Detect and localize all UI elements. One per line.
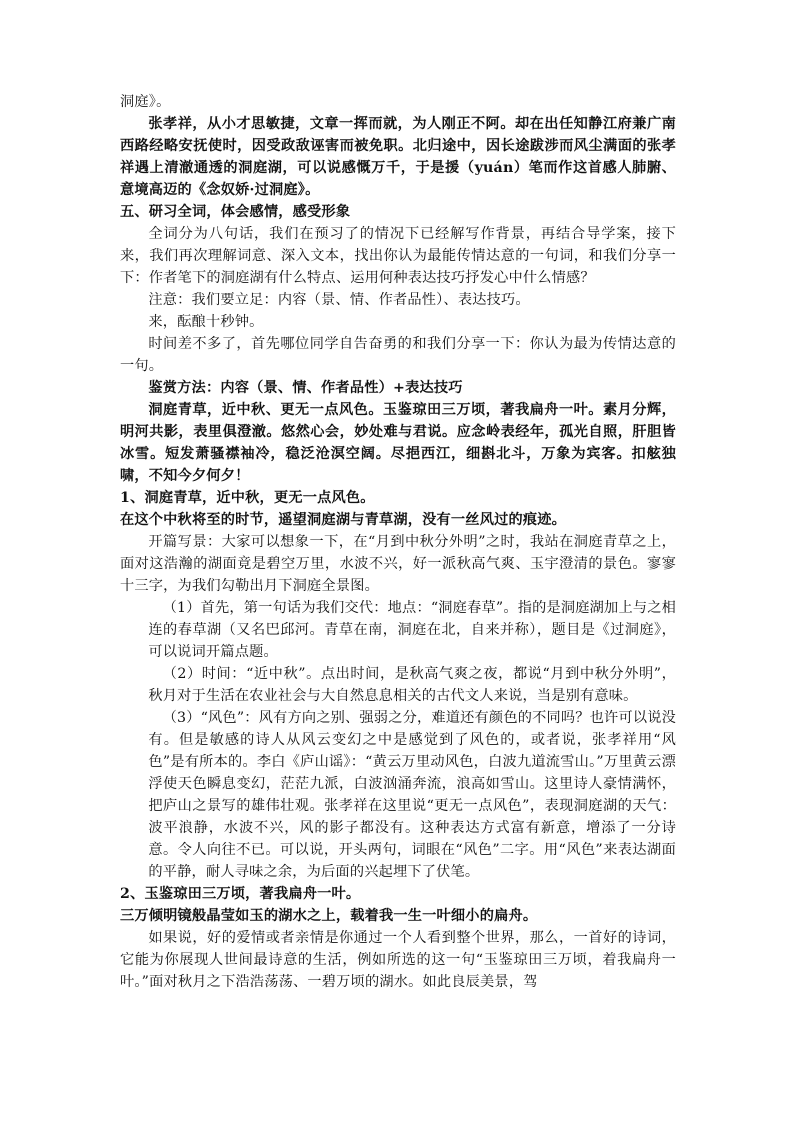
item-1-para-a: 开篇写景：大家可以想象一下，在“月到中秋分外明”之时，我站在洞庭青草之上，面对这浩瀚的湖面竟是碧空万里，水波不兴，好一派秋高气爽、玉宇澄清的景色。寥寥十三字，为我们勾勒出月下洞庭全景图。 <box>120 534 676 594</box>
document-body <box>120 91 676 993</box>
paragraph-6: 时间差不多了，首先哪位同学自告奋勇的和我们分享一下：你认为最为传情达意的一句。 <box>120 336 676 374</box>
method-line: 鉴赏方法：内容（景、情、作者品性）+表达技巧 <box>148 380 463 396</box>
item-2-heading: 2、玉鉴琼田三万顷，著我扁舟一叶。 <box>120 886 361 902</box>
item-2-translation: 三万倾明镜般晶莹如玉的湖水之上，载着我一生一叶细小的扁舟。 <box>120 908 538 924</box>
paragraph-2: 张孝祥，从小才思敏捷，文章一挥而就，为人刚正不阿。却在出任知静江府兼广南西路经略安抚使时，因受政敌诬害而被免职。北归途中，因长途跋涉而风尘满面的张孝祥遇上清澈通透的洞庭湖，可以说感慨万千，于是援（yuán）笔而作这首感人肺腑、意境高迈的《念奴娇·过洞庭》。 <box>120 116 676 198</box>
paragraph-3: 全词分为八句话，我们在预习了的情况下已经解写作背景，再结合导学案，接下来，我们再次理解词意、深入文本，找出你认为最能传情达意的一句词，和我们分享一下：作者笔下的洞庭湖有什么特点、运用何种表达技巧抒发心中什么情感？ <box>120 226 676 286</box>
section-heading-5: 五、研习全词，体会感情，感受形象 <box>120 204 351 220</box>
paragraph-1: 洞庭》。 <box>120 94 171 110</box>
item-1-point-1: （1）首先，第一句话为我们交代：地点：“洞庭春草”。指的是洞庭湖加上与之相连的春草湖（又名巴邱河。青草在南，洞庭在北，自来并称），题目是《过洞庭》，可以说词开篇点题。 <box>148 600 676 660</box>
paragraph-5: 来，酝酿十秒钟。 <box>148 314 264 330</box>
item-1-heading: 1、洞庭青草，近中秋，更无一点风色。 <box>120 490 375 506</box>
item-1-translation: 在这个中秋将至的时节，遥望洞庭湖与青草湖，没有一丝风过的痕迹。 <box>120 512 567 528</box>
item-1-point-3: （3）“风色”：风有方向之别、强弱之分，难道还有颜色的不同吗？也许可以说没有。但是敏感的诗人从风云变幻之中是感觉到了风色的，或者说，张孝祥用“风色”是有所本的。李白《庐山谣》：“黄云万里动风色，白波九道流雪山。”万里黄云漂浮使天色瞬息变幻，茫茫九派，白波汹涌奔流，浪高如雪山。这里诗人豪情满怀，把庐山之景写的雄伟壮观。张孝祥在这里说“更无一点风色”，表现洞庭湖的天气：波平浪静，水波不兴，风的影子都没有。这种表达方式富有新意，增添了一分诗意。令人向往不已。可以说，开头两句，词眼在“风色”二字。用“风色”来表达湖面的平静，耐人寻味之余，为后面的兴起埋下了伏笔。 <box>148 710 676 880</box>
poem-text: 洞庭青草，近中秋、更无一点风色。玉鉴琼田三万顷，著我扁舟一叶。素月分辉，明河共影，表里俱澄澈。悠然心会，妙处难与君说。应念岭表经年，孤光自照，肝胆皆冰雪。短发萧骚襟袖冷，稳泛沧溟空阔。尽挹西江，细斟北斗，万象为宾客。扣舷独啸，不知今夕何夕！ <box>120 402 676 484</box>
paragraph-note: 注意：我们要立足：内容（景、情、作者品性）、表达技巧。 <box>148 292 530 308</box>
item-2-para-a: 如果说，好的爱情或者亲情是你通过一个人看到整个世界，那么，一首好的诗词，它能为你展现人世间最诗意的生活，例如所选的这一句“玉鉴琼田三万顷，着我扁舟一叶。”面对秋月之下浩浩荡荡、一碧万顷的湖水。如此良辰美景，驾 <box>120 930 676 990</box>
item-1-point-2: （2）时间：“近中秋”。点出时间，是秋高气爽之夜，都说“月到中秋分外明”，秋月对于生活在农业社会与大自然息息相关的古代文人来说，当是别有意味。 <box>148 666 676 704</box>
